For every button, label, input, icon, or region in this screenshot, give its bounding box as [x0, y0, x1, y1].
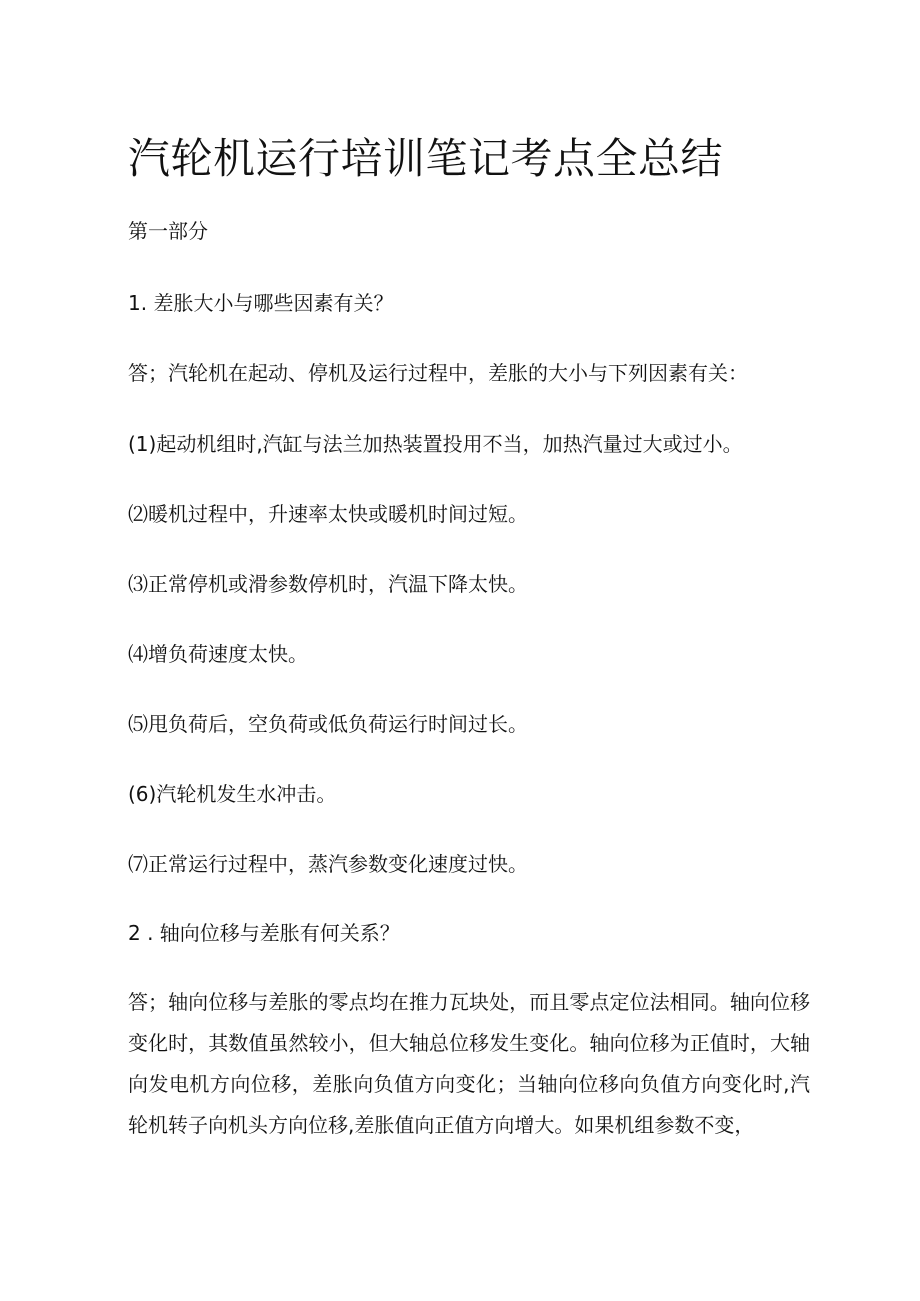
answer-1-item-5: ⑸甩负荷后，空负荷或低负荷运行时间过长。	[128, 712, 528, 736]
answer-2: 答；轴向位移与差胀的零点均在推力瓦块处，而且零点定位法相同。轴向位移变化时，其数值虽然较小，但大轴总位移发生变化。轴向位移为正值时，大轴向发电机方向位移，差胀向负值方向变化；当轴向位移向负值方向变化时,汽轮机转子向机头方向位移,差胀值向正值方向增大。如果机组参数不变，	[128, 990, 810, 1137]
document-title: 汽轮机运行培训笔记考点全总结	[128, 134, 724, 183]
answer-1-item-2: ⑵暖机过程中，升速率太快或暖机时间过短。	[128, 502, 528, 526]
question-1: 1. 差胀大小与哪些因素有关？	[128, 291, 394, 315]
answer-1-item-1: (1)起动机组时,汽缸与法兰加热装置投用不当，加热汽量过大或过小。	[128, 432, 743, 456]
answer-1-item-4: ⑷增负荷速度太快。	[128, 642, 308, 666]
answer-1-item-3: ⑶正常停机或滑参数停机时，汽温下降太快。	[128, 572, 528, 596]
answer-1-item-7: ⑺正常运行过程中，蒸汽参数变化速度过快。	[128, 852, 528, 876]
answer-1-item-6: (6)汽轮机发生水冲击。	[128, 782, 337, 806]
section-heading: 第一部分	[128, 219, 208, 243]
answer-1-intro: 答；汽轮机在起动、停机及运行过程中，差胀的大小与下列因素有关：	[128, 361, 748, 385]
question-2: 2 . 轴向位移与差胀有何关系？	[128, 921, 400, 945]
